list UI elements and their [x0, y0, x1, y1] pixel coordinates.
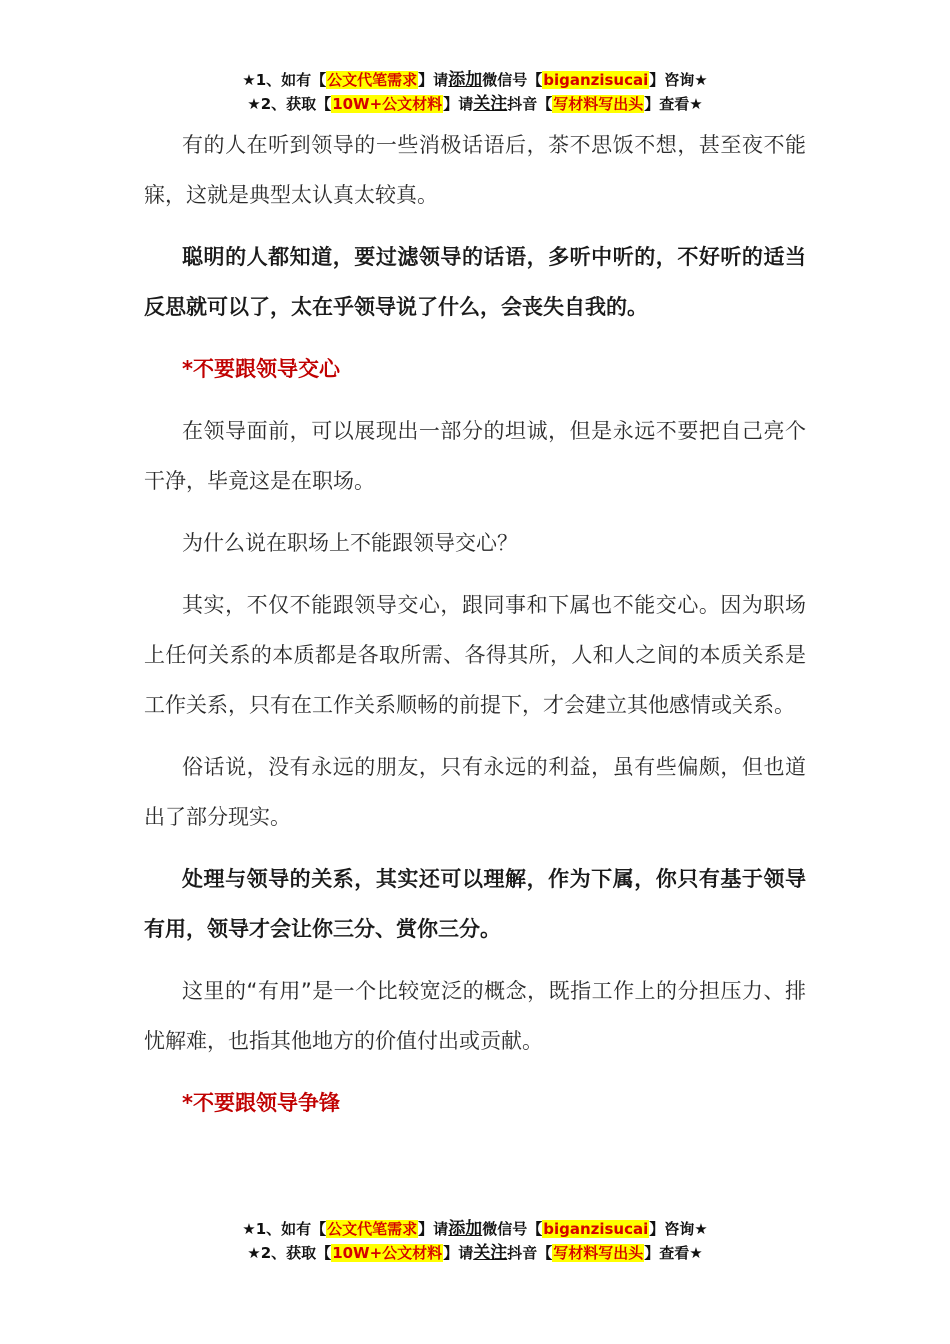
paragraph: 有的人在听到领导的一些消极话语后，茶不思饭不想，甚至夜不能寐，这就是典型太认真太较真。	[144, 133, 806, 207]
star-icon: ★	[242, 1220, 256, 1238]
highlight-douyin-account: 写材料写出头	[553, 1244, 644, 1262]
bold-paragraph: 处理与领导的关系，其实还可以理解，作为下属，你只有基于领导有用，领导才会让你三分、赏你三分。	[144, 867, 806, 941]
banner-text: 1、如有【	[255, 1220, 327, 1238]
banner-text: 】咨询★	[649, 71, 708, 89]
paragraph: 为什么说在职场上不能跟领导交心？	[182, 531, 518, 555]
highlight-wechat-id: biganzisucai	[543, 71, 649, 89]
highlight-service: 公文代笔需求	[327, 1220, 418, 1238]
banner-text: 抖音【	[507, 95, 553, 113]
footer-banner	[0, 1217, 950, 1265]
banner-text: 微信号【	[482, 1220, 543, 1238]
banner-text: 抖音【	[507, 1244, 553, 1262]
paragraph: 俗话说，没有永远的朋友，只有永远的利益，虽有些偏颇，但也道出了部分现实。	[144, 755, 806, 829]
highlight-wechat-id: biganzisucai	[543, 1220, 649, 1238]
highlight-materials: 10W+公文材料	[332, 95, 443, 113]
section-heading: *不要跟领导争锋	[182, 1091, 340, 1115]
banner-text: 】查看★	[644, 95, 703, 113]
highlight-douyin-account: 写材料写出头	[553, 95, 644, 113]
banner-text: 】请	[443, 1244, 474, 1262]
banner-line-1	[0, 1217, 950, 1241]
banner-emphasis: 添加	[448, 1219, 483, 1239]
banner-text: 微信号【	[482, 71, 543, 89]
star-icon: ★	[247, 95, 261, 113]
paragraph: 这里的“有用”是一个比较宽泛的概念，既指工作上的分担压力、排忧解难，也指其他地方的价值付出或贡献。	[144, 979, 806, 1053]
paragraph: 其实，不仅不能跟领导交心，跟同事和下属也不能交心。因为职场上任何关系的本质都是各取所需、各得其所，人和人之间的本质关系是工作关系，只有在工作关系顺畅的前提下，才会建立其他感情或关系。	[144, 593, 806, 717]
article-body	[144, 120, 806, 1140]
banner-emphasis: 关注	[473, 1243, 508, 1263]
highlight-materials: 10W+公文材料	[332, 1244, 443, 1262]
banner-emphasis: 关注	[473, 94, 508, 114]
banner-text: 2、获取【	[260, 95, 332, 113]
banner-text: 】咨询★	[649, 1220, 708, 1238]
bold-paragraph: 聪明的人都知道，要过滤领导的话语，多听中听的，不好听的适当反思就可以了，太在乎领导说了什么，会丧失自我的。	[144, 245, 806, 319]
star-icon: ★	[247, 1244, 261, 1262]
section-heading: *不要跟领导交心	[182, 357, 340, 381]
banner-text: 2、获取【	[260, 1244, 332, 1262]
header-banner	[0, 68, 950, 116]
banner-text: 】请	[418, 1220, 449, 1238]
banner-text: 】请	[418, 71, 449, 89]
star-icon: ★	[242, 71, 256, 89]
banner-line-2	[0, 92, 950, 116]
highlight-service: 公文代笔需求	[327, 71, 418, 89]
banner-text: 】查看★	[644, 1244, 703, 1262]
banner-emphasis: 添加	[448, 70, 483, 90]
banner-text: 】请	[443, 95, 474, 113]
banner-line-2	[0, 1241, 950, 1265]
paragraph: 在领导面前，可以展现出一部分的坦诚，但是永远不要把自己亮个干净，毕竟这是在职场。	[144, 419, 806, 493]
banner-text: 1、如有【	[255, 71, 327, 89]
banner-line-1	[0, 68, 950, 92]
